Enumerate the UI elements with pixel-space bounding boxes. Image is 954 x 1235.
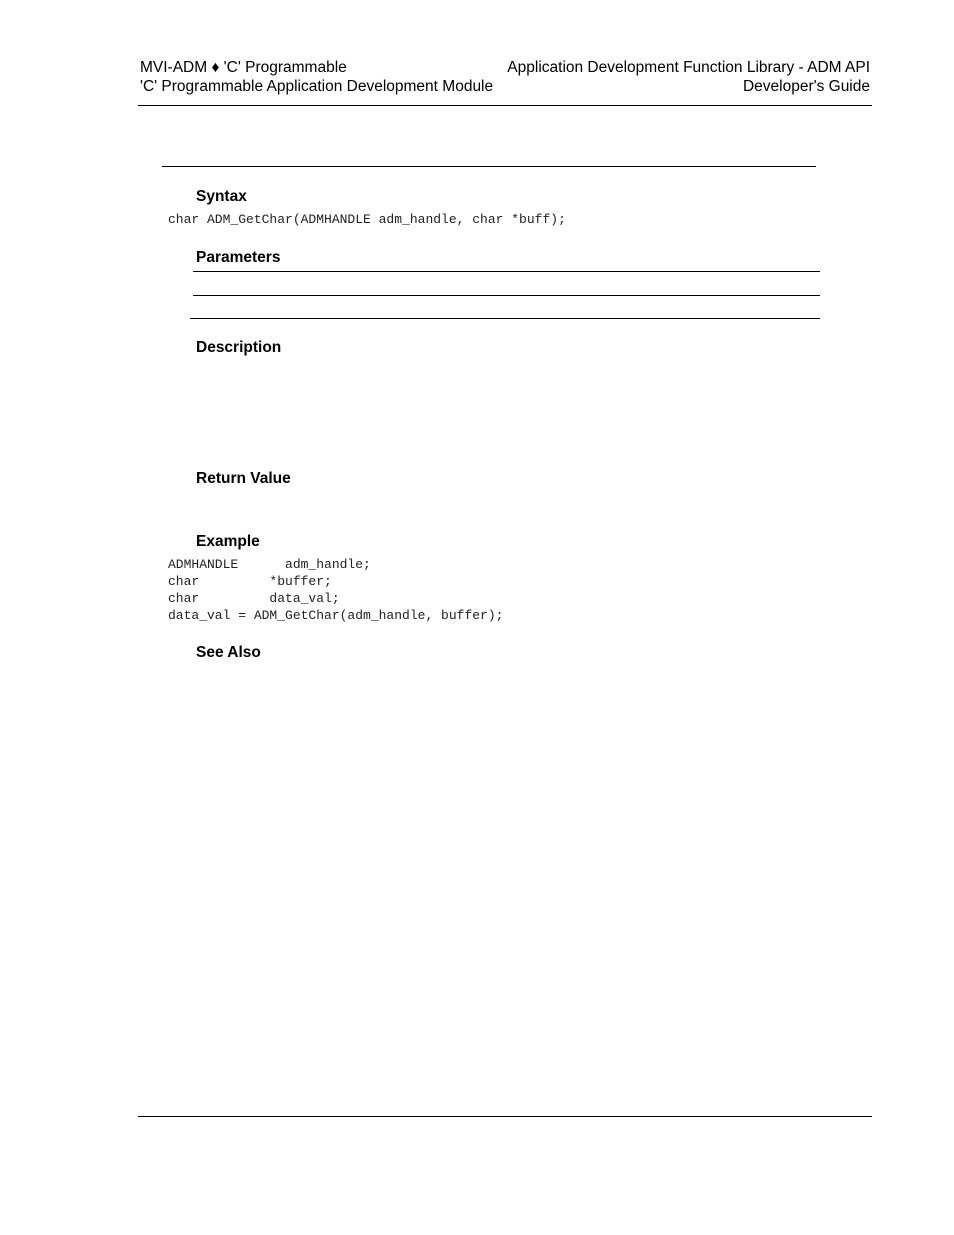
syntax-code: char ADM_GetChar(ADMHANDLE adm_handle, char *buff);: [168, 212, 566, 227]
example-heading: Example: [196, 533, 260, 550]
return-value-heading: Return Value: [196, 470, 291, 487]
header-right: [507, 58, 870, 96]
header-guide-title: Developer's Guide: [742, 78, 870, 95]
example-code-line: ADMHANDLE adm_handle;: [168, 557, 371, 572]
parameters-table-rule: [190, 318, 820, 319]
header-divider: [138, 105, 872, 106]
header-left: [140, 58, 493, 96]
description-heading: Description: [196, 339, 282, 356]
function-top-divider: [162, 166, 816, 167]
parameters-table-rule: [193, 295, 820, 296]
parameters-table-rule: [193, 271, 820, 272]
syntax-heading: Syntax: [196, 188, 247, 205]
header-product-title: MVI-ADM ♦ 'C' Programmable: [140, 59, 347, 76]
footer-divider: [138, 1116, 872, 1117]
parameters-heading: Parameters: [196, 249, 281, 266]
see-also-heading: See Also: [196, 644, 261, 661]
example-code-line: char *buffer;: [168, 574, 332, 589]
example-code-line: char data_val;: [168, 591, 340, 606]
header-chapter-title: Application Development Function Library - ADM API: [507, 59, 870, 76]
example-code-line: data_val = ADM_GetChar(adm_handle, buffer);: [168, 608, 504, 623]
header-product-subtitle: 'C' Programmable Application Development Module: [140, 78, 494, 95]
